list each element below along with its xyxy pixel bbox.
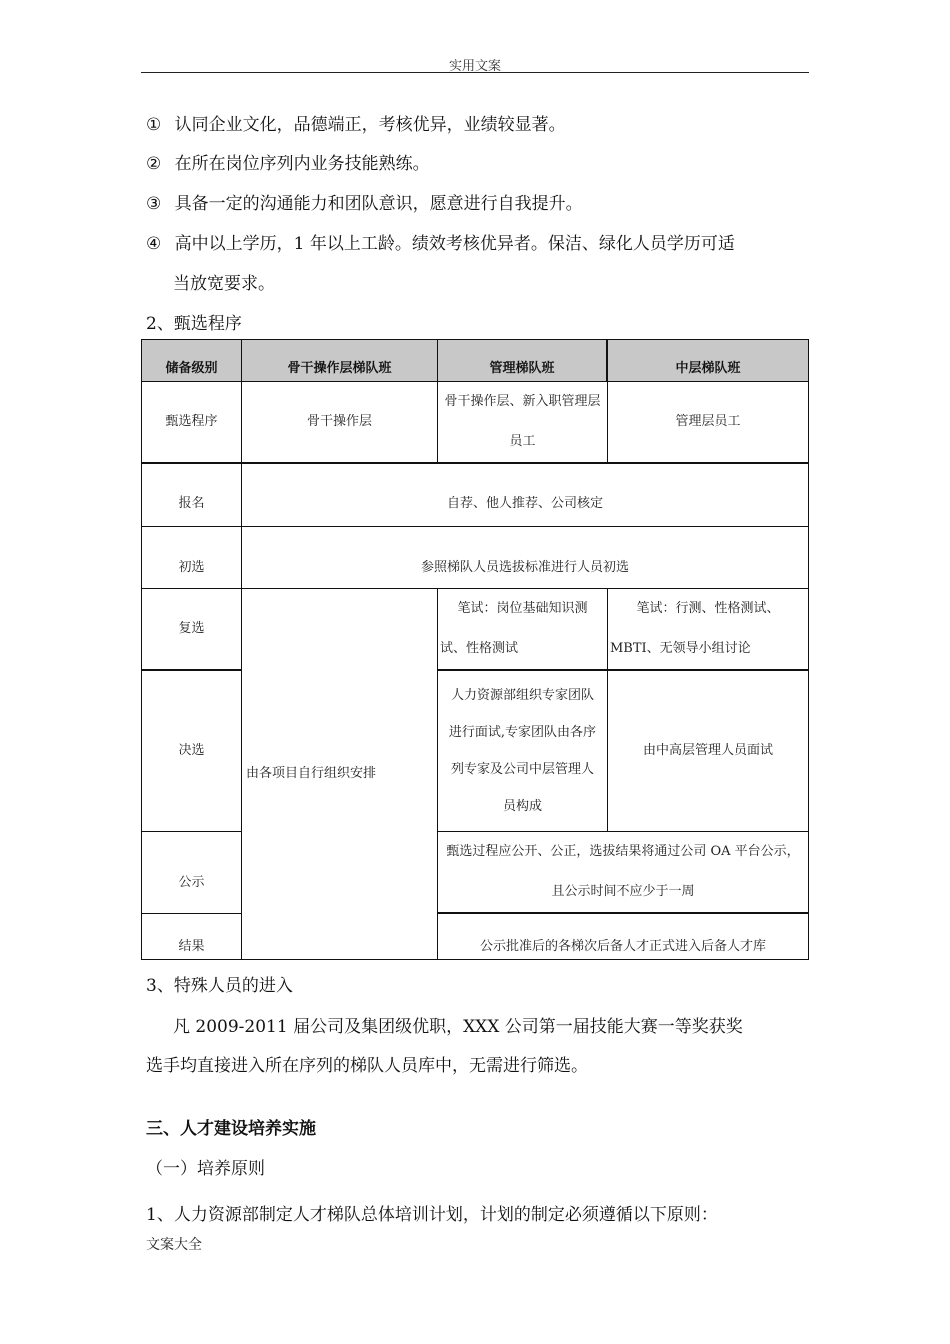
- cell-final-management: [437, 670, 608, 832]
- cell-text-line: 笔试：行测、性格测试、: [636, 601, 780, 616]
- criteria-text: 高中以上学历，1 年以上工龄。绩效考核优异者。保洁、绿化人员学历可适: [174, 234, 735, 254]
- section-3-paragraph-line-1: 凡 2009-2011 届公司及集团级优职，XXX 公司第一届技能大赛一等奖获奖: [173, 1017, 743, 1037]
- criteria-marker: ②: [146, 154, 162, 174]
- cell-selection-management: [437, 381, 608, 464]
- table-header-backbone: 骨干操作层梯队班: [241, 339, 438, 382]
- criteria-item-3: [146, 193, 583, 215]
- criteria-text: 在所在岗位序列内业务技能熟练。: [174, 154, 430, 174]
- cell-text-line: 骨干操作层、新入职管理层: [444, 394, 601, 409]
- cell-text-line: 甄选过程应公开、公正，选拔结果将通过公司 OA 平台公示，: [446, 844, 800, 859]
- cell-text-line: 且公示时间不应少于一周: [551, 884, 695, 899]
- section-3-title: 3、特殊人员的进入: [146, 976, 293, 996]
- row-label-result: 结果: [141, 913, 242, 960]
- section-3-paragraph-line-2: 选手均直接进入所在序列的梯队人员库中，无需进行筛选。: [146, 1056, 588, 1076]
- cell-text-line: 笔试：岗位基础知识测: [457, 601, 588, 616]
- cell-text-line: 员构成: [502, 798, 542, 814]
- cell-selection-backbone: 骨干操作层: [241, 381, 438, 464]
- cell-text-line: 人力资源部组织专家团队: [450, 687, 594, 703]
- cell-selection-middle: 管理层员工: [607, 381, 809, 464]
- cell-prelim: 参照梯队人员选拔标准进行人员初选: [241, 526, 809, 589]
- cell-text-line: 员工: [509, 434, 536, 449]
- criteria-marker: ③: [146, 194, 162, 214]
- cell-text-line: 进行面试,专家团队由各序: [448, 724, 597, 740]
- cell-backbone-merged: 由各项目自行组织安排: [241, 588, 438, 960]
- row-label-selection: 甄选程序: [141, 381, 242, 464]
- cell-text-line: 试、性格测试: [440, 641, 519, 656]
- subsection-1-title: （一）培养原则: [146, 1159, 265, 1179]
- row-label-publicity: 公示: [141, 831, 242, 914]
- section-2-title: 2、甄选程序: [146, 314, 242, 334]
- table-header-level: 储备级别: [141, 339, 242, 382]
- criteria-item-1: [146, 114, 566, 136]
- criteria-item-4-continuation: 当放宽要求。: [173, 274, 275, 294]
- selection-procedure-table: [141, 339, 809, 960]
- criteria-item-4: [146, 233, 735, 255]
- criteria-marker: ①: [146, 115, 162, 135]
- page-header-title: 实用文案: [448, 59, 501, 74]
- table-header-middle: 中层梯队班: [607, 339, 809, 382]
- criteria-text: 认同企业文化，品德端正，考核优异，业绩较显著。: [174, 115, 566, 135]
- principle-intro-line: 1、人力资源部制定人才梯队总体培训计划，计划的制定必须遵循以下原则：: [146, 1205, 718, 1225]
- cell-publicity: [437, 831, 809, 914]
- header-divider: [141, 72, 809, 73]
- row-label-final: 决选: [141, 670, 242, 832]
- criteria-marker: ④: [146, 234, 162, 254]
- cell-text-line: MBTI、无领导小组讨论: [610, 641, 751, 656]
- criteria-item-2: [146, 153, 430, 175]
- chapter-3-title: 三、人才建设培养实施: [146, 1119, 316, 1139]
- cell-reexam-management: [437, 588, 608, 671]
- cell-signup: 自荐、他人推荐、公司核定: [241, 463, 809, 527]
- row-label-signup: 报名: [141, 463, 242, 527]
- cell-result: 公示批准后的各梯次后备人才正式进入后备人才库: [437, 913, 809, 960]
- row-label-reexam: 复选: [141, 588, 242, 671]
- cell-reexam-middle: [607, 588, 809, 671]
- criteria-text: 具备一定的沟通能力和团队意识，愿意进行自我提升。: [174, 194, 583, 214]
- page-footer-text: 文案大全: [146, 1237, 202, 1253]
- row-label-prelim: 初选: [141, 526, 242, 589]
- table-header-management: 管理梯队班: [437, 339, 608, 382]
- cell-text-line: 列专家及公司中层管理人: [450, 761, 594, 777]
- cell-final-middle: 由中高层管理人员面试: [607, 670, 809, 832]
